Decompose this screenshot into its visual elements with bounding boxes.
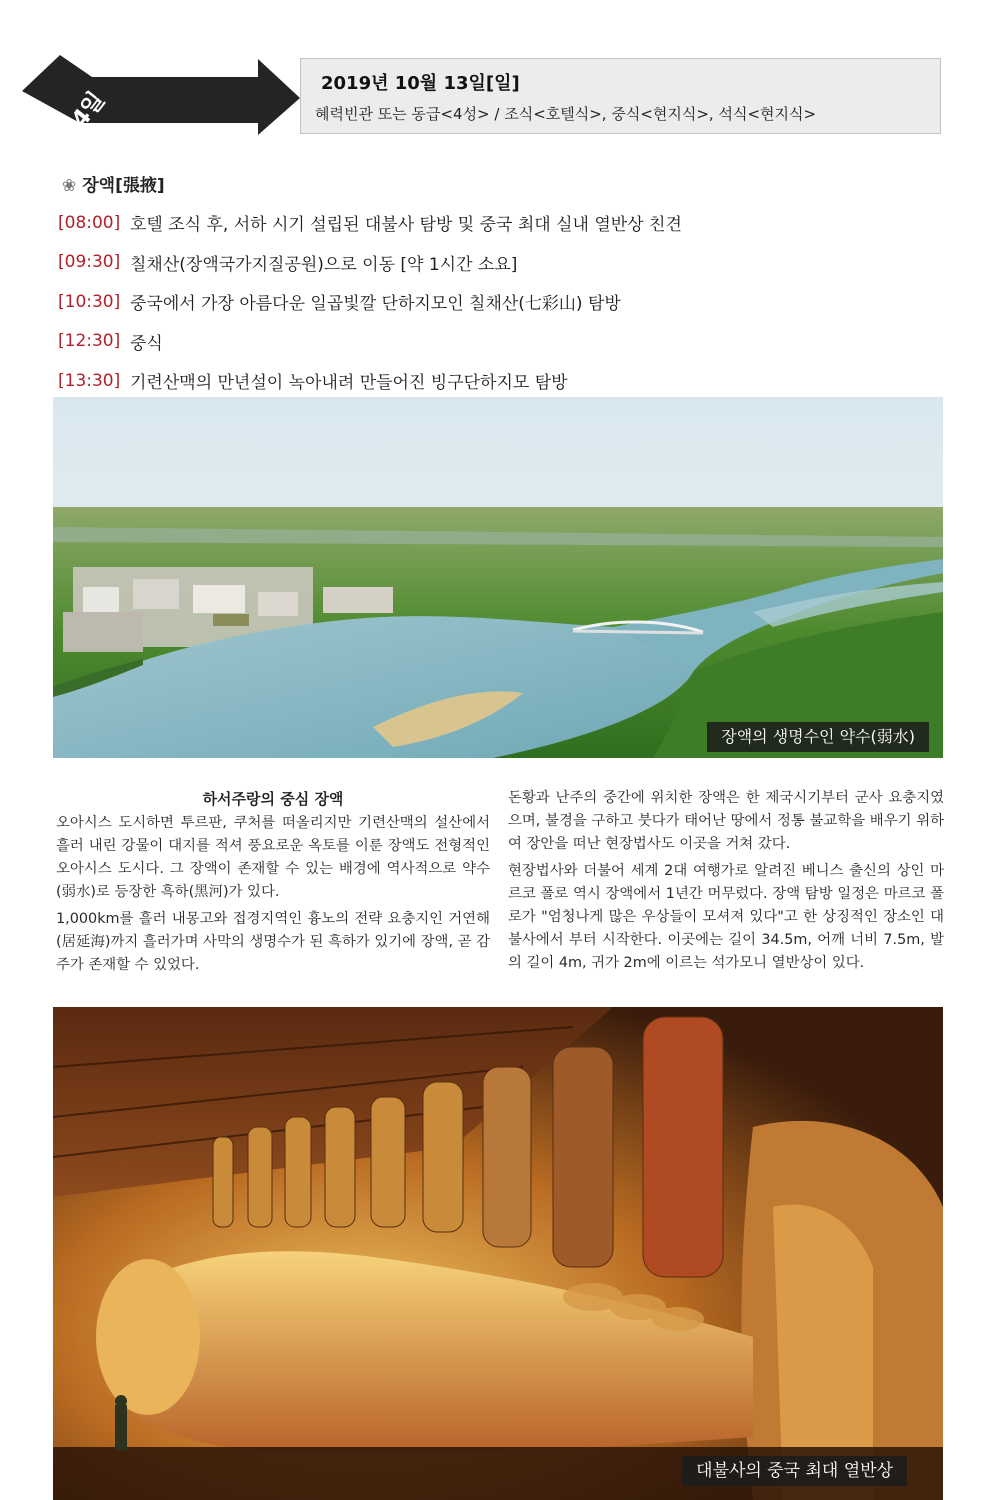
hotel-meals-info: 혜력빈관 또는 동급<4성> / 조식<호텔식>, 중식<현지식>, 석식<현지식> — [315, 105, 817, 123]
day-badge: 4일 — [66, 88, 110, 133]
travel-date: 2019년 10월 13일[일] — [321, 73, 520, 94]
schedule-text: 기련산맥의 만년설이 녹아내려 만들어진 빙구단하지모 탐방 — [130, 373, 568, 394]
buddha-illustration — [53, 1007, 943, 1500]
schedule-item — [58, 243, 958, 283]
river-photo — [53, 397, 943, 758]
schedule-text: 호텔 조식 후, 서하 시기 설립된 대불사 탐방 및 중국 최대 실내 열반상 친견 — [130, 215, 682, 236]
route-title: 장액 – 가욕관 — [117, 152, 231, 174]
article-right-column — [508, 787, 944, 979]
schedule-time: [12:30] — [58, 331, 121, 352]
day-info-box — [300, 58, 941, 134]
schedule-item — [58, 322, 958, 362]
schedule-list — [58, 203, 958, 401]
article-paragraph: 현장법사와 더불어 세계 2대 여행가로 알려진 베니스 출신의 상인 마르코 폴로 역시 장액에서 1년간 머무렀다. 장액 탐방 일정은 마르코 폴로가 "엄청나게 많은 우상들이 모셔져 있다"고 한 상징적인 장소인 대불사에서 부터 시작한다. 이곳에는 길이 34.5m, 어깨 너비 7.5m, 발의 길이 4m, 귀가 2m에 이르는 석가모니 열반상이 있다. — [508, 863, 944, 971]
schedule-item — [58, 361, 958, 401]
flower-icon: ❀ — [62, 176, 77, 196]
reclining-buddha-photo — [53, 1007, 943, 1500]
day-banner — [22, 55, 300, 174]
river-caption: 장액의 생명수인 약수(弱水) — [707, 722, 929, 752]
schedule-time: [10:30] — [58, 291, 121, 312]
schedule-text: 중식 — [130, 333, 163, 354]
article-paragraph: 오아시스 도시하면 투르판, 쿠처를 떠올리지만 기련산맥의 설산에서 흘러 내린 강물이 대지를 적셔 풍요로운 옥토를 이룬 장액도 전형적인 오아시스 도시다. 그 장액이 존재할 수 있는 배경에 역사적으로 약수(弱水)로 등장한 흑하(黑河)가 있다. — [56, 815, 490, 900]
article-paragraph: 1,000km를 흘러 내몽고와 접경지역인 흉노의 전략 요충지인 거연해(居延海)까지 흘러가며 사막의 생명수가 된 흑하가 있기에 장액, 곧 감주가 존재할 수 있었다. — [56, 911, 490, 973]
schedule-text: 중국에서 가장 아름다운 일곱빛깔 단하지모인 칠채산(七彩山) 탐방 — [130, 294, 621, 315]
schedule-item — [58, 203, 958, 243]
article-title: 하서주랑의 중심 장액 — [202, 790, 344, 808]
city-heading — [62, 171, 165, 196]
schedule-time: [13:30] — [58, 370, 121, 391]
river-illustration — [53, 397, 943, 758]
article-left-column — [56, 787, 490, 981]
article-paragraph: 돈황과 난주의 중간에 위치한 장액은 한 제국시기부터 군사 요충지였으며, 불경을 구하고 붓다가 태어난 땅에서 정통 불교학을 배우기 위하여 장안을 떠난 현장법사도 이곳을 거쳐 갔다. — [508, 790, 944, 852]
buddha-caption: 대불사의 중국 최대 열반상 — [682, 1456, 907, 1486]
city-name: 장액[張掖] — [82, 176, 165, 196]
schedule-time: [09:30] — [58, 252, 121, 273]
schedule-item — [58, 282, 958, 322]
banner-arrow-shape — [22, 55, 300, 135]
schedule-text: 칠채산(장액국가지질공원)으로 이동 [약 1시간 소요] — [130, 254, 518, 275]
schedule-time: [08:00] — [58, 212, 121, 233]
